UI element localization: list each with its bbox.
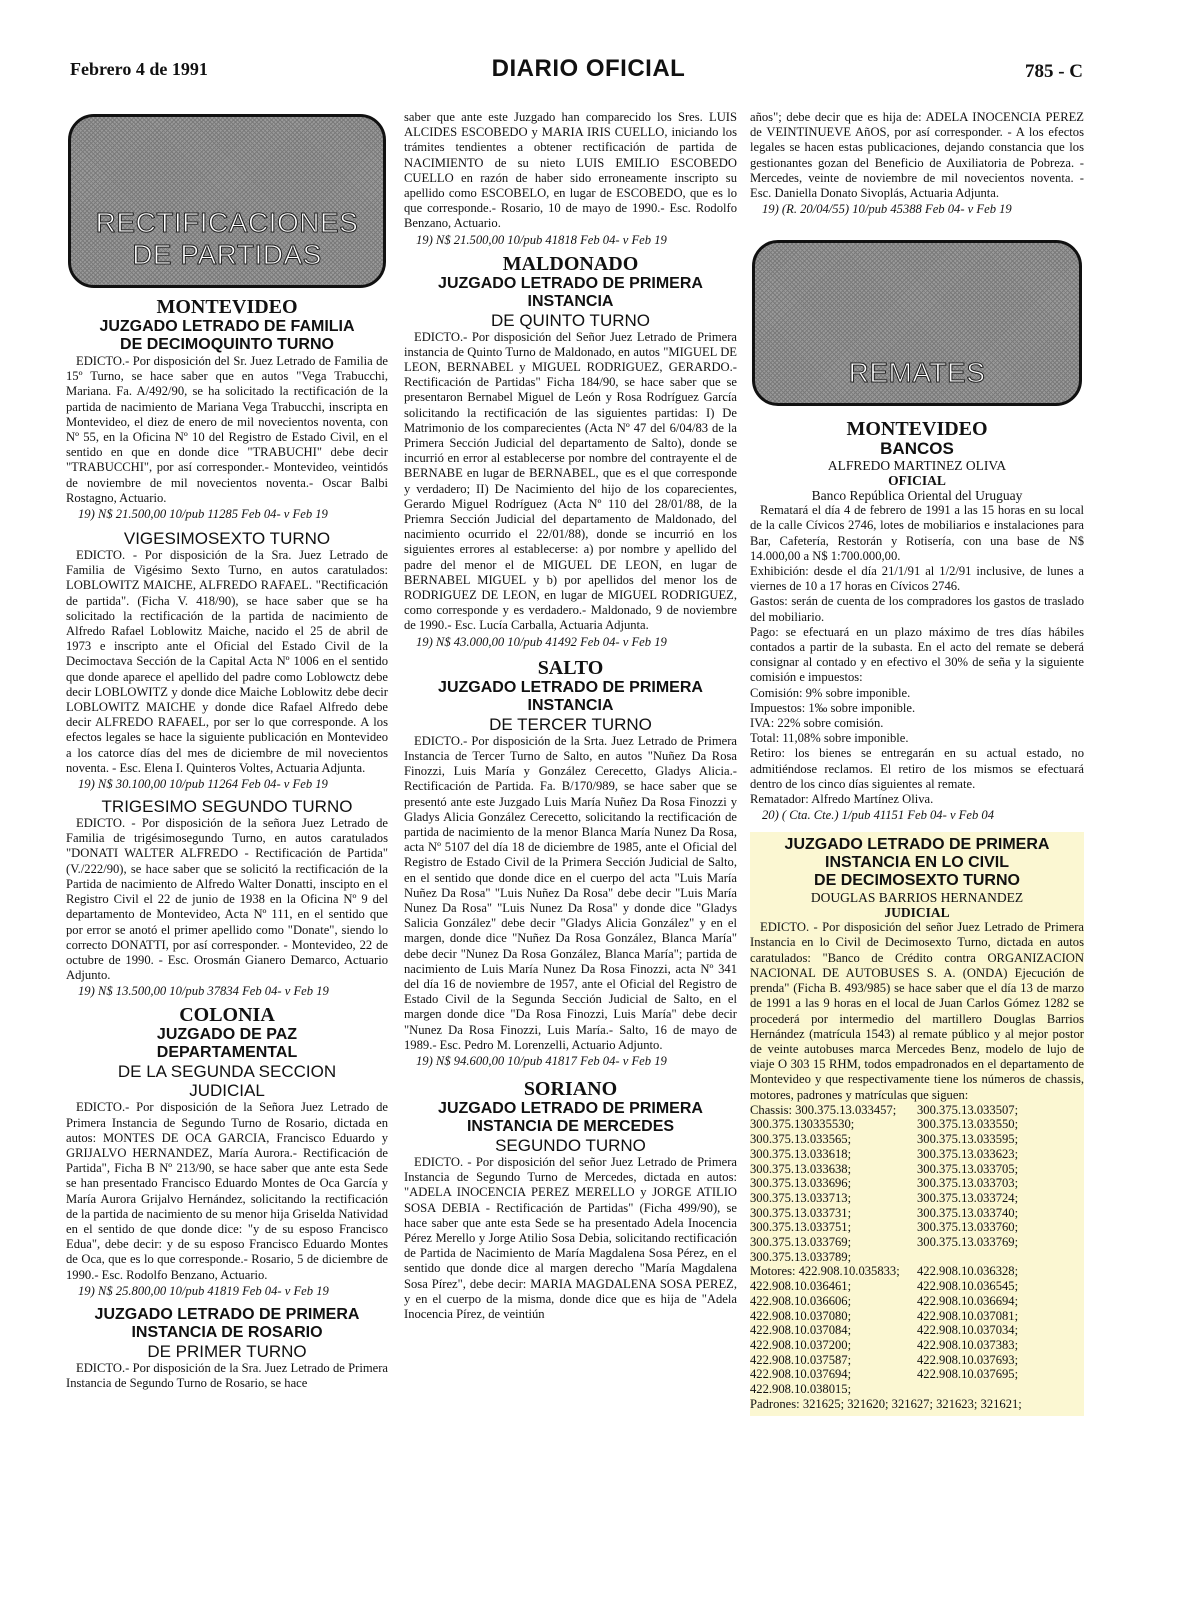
publication-line: 19) N$ 13.500,00 10/pub 37834 Feb 04- v Feb 19 [78,984,329,999]
court-heading: DE LA SEGUNDA SECCION [117,1062,337,1082]
edict-text: años"; debe decir que es hija de: ADELA INOCENCIA PEREZ de VEINTINUEVE AñOS, por así corresponder. - A los efectos legales se hacen estas publicaciones, dejando constancia que los gestionantes gozan del Beneficio de Auxiliatoria de Pobreza. - Mercedes, veinte de noviembre de mil novecientos noventa. - Esc. Daniella Donato Sivoplás, Actuaria Adjunta. [750,110,1084,201]
court-heading: INSTANCIA [527,696,614,714]
edict-text: EDICTO.- Por disposición de la Sra. Juez Letrado de Primera Instancia de Segundo Turno de Rosario, se hace [66,1360,388,1390]
chassis-number: 300.375.130335530; [750,1117,855,1132]
publication-line: 19) N$ 25.800,00 10/pub 41819 Feb 04- v Feb 19 [78,1283,329,1298]
chassis-number: 300.375.13.033705; [917,1161,1019,1176]
court-heading: TRIGESIMO SEGUNDO TURNO [101,797,353,817]
auctioneer-name: ALFREDO MARTINEZ OLIVA [827,458,1007,474]
court-heading: JUZGADO LETRADO DE PRIMERA [94,1305,360,1323]
publication-line: 19) N$ 21.500,00 10/pub 41818 Feb 04- v Feb 19 [416,232,667,247]
chassis-number: 300.375.13.033769; [750,1235,852,1250]
motor-number: 422.908.10.037084; [750,1323,852,1338]
court-heading: JUZGADO LETRADO DE PRIMERA [438,1099,703,1117]
chassis-number: 300.375.13.033623; [917,1146,1019,1161]
court-heading: INSTANCIA DE MERCEDES [466,1117,675,1135]
chassis-number: 300.375.13.033769; [917,1235,1019,1250]
motor-number [917,1382,1084,1397]
court-heading: DE PRIMER TURNO [147,1341,307,1361]
chassis-number: 300.375.13.033713; [750,1190,852,1205]
auction-text: Gastos: serán de cuenta de los compradores los gastos de traslado del mobiliario. [750,594,1084,624]
motor-number: 422.908.10.037587; [750,1352,852,1367]
chassis-number: 300.375.13.033731; [750,1205,852,1220]
motor-list [750,1264,1084,1396]
motor-number: 422.908.10.037693; [917,1352,1019,1367]
chassis-number: 300.375.13.033618; [750,1146,852,1161]
issue-date: Febrero 4 de 1991 [70,59,208,79]
chassis-number: 300.375.13.033751; [750,1220,852,1235]
edict-text: EDICTO.- Por disposición de la Srta. Juez Letrado de Primera Instancia de Tercer Turno de Salto, en autos "Nuñez Da Rosa Finozzi, Luis María y González Cerecetto, Gladys Alicia.- Rectificación de Partida. Fa. B/170/989, se hace saber que se presentó ante este Juzgado Luis María Nuñez Da Rosa Finozzi y Gladys Alicia González Cerecetto, solicitando la rectificación de partida de nacimiento de la menor Blanca María Nunez Da Rosa, acta Nº 5107 del día 18 de diciembre de 1985, ante el Oficial del Registro de Estado Civil de la Primera Sección Judicial de Salto, en el sentido que donde dice en el cuerpo del acta "Luis María Nuñez Da Rosa" "Luis Nuñez Da Rosa" debe decir "Luis María Nunez Da Rosa" "Luis Nunez Da Rosa" y donde dice "Gladys Salicia González" debe decir "Gladys Alicia González" y en el margen, donde dice "Nuñez Da Rosa González, Blanca María" debe decir "Nunez Da Rosa González, Blanca María"; partida de nacimiento de Luis María Nunez Da Rosa Finozzi, acta Nº 341 del día 16 de noviembre de 1957, ante el Oficial del Registro de Estado Civil de la Segunda Sección Judicial de Salto, en el margen donde dice "Da Rosa Finozzi, Luis María" debe decir "Nunez Da Rosa Finozzi, Luis María.- Salto, 16 de mayo de 1989.- Esc. Pedro M. Lorenzelli, Actuario Adjunto. [404,733,737,1052]
motor-number: 422.908.10.036328; [917,1264,1019,1279]
court-heading: DE TERCER TURNO [489,714,652,734]
chassis-number: Chassis: 300.375.13.033457; [750,1102,897,1117]
court-heading: INSTANCIA EN LO CIVIL [825,854,1009,872]
city-heading: SALTO [537,656,604,679]
court-heading: SEGUNDO TURNO [495,1135,646,1155]
motor-number: 422.908.10.037694; [750,1367,852,1382]
motor-number: 422.908.10.036694; [917,1293,1019,1308]
page-header [0,55,1177,95]
chassis-number: 300.375.13.033789; [750,1249,852,1264]
court-heading: VIGESIMOSEXTO TURNO [123,529,331,549]
chassis-number: 300.375.13.033550; [917,1117,1019,1132]
motor-number: 422.908.10.037200; [750,1337,852,1352]
publication-line: 19) N$ 94.600,00 10/pub 41817 Feb 04- v Feb 19 [416,1053,667,1068]
court-heading: INSTANCIA DE ROSARIO [131,1323,323,1341]
court-heading: DE DECIMOQUINTO TURNO [120,336,334,353]
page-number: 785 - C [1024,61,1083,82]
highlighted-notice [750,832,1084,1416]
newspaper-title: DIARIO OFICIAL [491,55,686,82]
column-2 [404,110,737,1595]
auction-text: Retiro: los bienes se entregarán en su actual estado, no admitiéndose reclamos. El retiro de los mismos se efectuará dentro de los cinco días siguientes al remate. [750,746,1084,791]
auction-text: Rematará el día 4 de febrero de 1991 a las 15 horas en su local de la calle Cívicos 2746, lotes de mobiliarios e instalaciones para Bar, Cafetería, Restorán y Rotisería, con una base de N$ 14.000,00 a N$ 1:700.000,00. [750,503,1084,563]
auctioneer-name: DOUGLAS BARRIOS HERNANDEZ [810,890,1024,906]
chassis-number: 300.375.13.033595; [917,1132,1019,1147]
motor-number: 422.908.10.037034; [917,1323,1019,1338]
edict-text: saber que ante este Juzgado han comparecido los Sres. LUIS ALCIDES ESCOBEDO y MARIA IRIS CUELLO, iniciando los trámites tendientes a obtener rectificación de partida de NACIMIENTO de su nieto LUIS EMILIO ESCOBEDO CUELLO en razón de haber sido erroneamente inscripto su apellido como ESCOBELO, en lugar de ESCOBEDO, que es lo que corresponde.- Rosario, 10 de mayo de 1990.- Esc. Rodolfo Benzano, Actuario. [404,110,737,231]
edict-text: EDICTO. - Por disposición del señor Juez Letrado de Primera Instancia de Segundo Turno de Mercedes, dictada en autos: "ADELA INOCENCIA PEREZ MERELLO y JORGE ATILIO SOSA DEBIA - Rectificación de Partidas" (Ficha 499/90), se hace saber que ante esta Sede se ha presentado Adela Inocencia Pérez Merello y Jorge Atilio Sosa Debia, solicitando rectificación de Partida de Nacimiento de María Magdalena Sosa Pérez, en el sentido que donde dice al margen derecho "María Magdalena Sosa Pírez", debe decir: MARIA MAGDALENA SOSA PEREZ, y en el cuerpo de la misma, donde dice que es hija de "Adela Inocencia Pírez, de veintiún [404,1154,737,1321]
category-heading: BANCOS [880,439,954,459]
chassis-number: 300.375.13.033696; [750,1176,852,1191]
auction-text: Exhibición: desde el día 21/1/91 al 1/2/91 inclusive, de lunes a viernes de 10 a 17 horas en Cívicos 2746. [750,564,1084,594]
edict-text: EDICTO. - Por disposición de la Sra. Juez Letrado de Familia de Vigésimo Sexto Turno, en autos caratulados: LOBLOWITZ MAICHE, ALFREDO RAFAEL. "Rectificación de partida". (Ficha V. 418/90), se hace saber que se ha solicitado la rectificación de la partida de nacimiento de Alfredo Rafael Loblowitz Maiche, nacido el 25 de abril de 1973 e inscripto ante el Oficial del Estado Civil de la Decimoctava Sección de la Capital Acta Nº 1006 en el sentido que donde aparece el apellido del padre como Loblowctz debe decir LOBLOWITZ y donde dice Maiche Loblowitz debe decir LOBLOWITZ MAICHE y donde dice Rafael Alfredo debe decir ALFREDO RAFAEL, por ser lo que corresponde. A los efectos legales se hace la siguiente publicación en Montevideo a los catorce días del mes de diciembre de mil novecientos noventa. - Esc. Elena I. Quinteros Voltes, Actuaria Adjunta. [66,548,388,775]
motor-number: 422.908.10.036461; [750,1279,852,1294]
court-heading: DE QUINTO TURNO [491,310,650,330]
court-heading: JUZGADO DE PAZ [156,1026,298,1044]
motor-number: 422.908.10.037080; [750,1308,852,1323]
motor-number: 422.908.10.037383; [917,1337,1019,1352]
city-heading: MONTEVIDEO [846,418,988,441]
auction-text: Rematador: Alfredo Martínez Oliva. [750,792,934,807]
publication-line: 20) ( Cta. Cte.) 1/pub 41151 Feb 04- v Feb 04 [762,808,995,823]
court-heading: JUZGADO LETRADO DE PRIMERA [438,678,703,696]
auction-text: Total: 11,08% sobre imponible. [750,731,909,746]
chassis-list [750,1103,1084,1265]
motor-number: 422.908.10.037695; [917,1367,1019,1382]
court-heading: INSTANCIA [527,292,614,310]
edict-text: EDICTO. - Por disposición del señor Juez Letrado de Primera Instancia en lo Civil de Decimosexto Turno, dictada en autos caratulados: "Banco de Crédito contra ORGANIZACION NACIONAL DE AUTOBUSES S. A. (ONDA) Ejecución de prenda" (Ficha B. 493/985) se hace saber que el día 13 de marzo de 1991 a las 9 horas en el local de Juan Carlos Gómez 1282 se procederá por intermedio del martillero Douglas Barrios Hernández (matrícula 1543) al remate público y al mejor postor de veinte autobuses marca Mercedes Benz, modelo de lujo de viaje O 303 15 RHM, todos empadronados en el departamento de Montevideo y que respectivamente tiene los números de chassis, motores, padrones y matrículas que siguen: [750,920,1084,1102]
city-heading: MONTEVIDEO [156,296,298,318]
chassis-number: 300.375.13.033507; [917,1102,1019,1117]
chassis-number: 300.375.13.033760; [917,1220,1019,1235]
edict-text: EDICTO.- Por disposición del Sr. Juez Letrado de Familia de 15º Turno, se hace saber que en autos "Vega Trabucchi, Mariana. Fa. A/492/90, se ha solicitado la rectificación de la partida de nacimiento de Mariana Vega Trabucchi, inscripta en Montevideo, el diez de enero de mil novecientos noventa, con Nº 55, en la Oficina Nº 10 del Registro de Estado Civil, en el sentido en que en donde dice "TRABUCHI" debe decir "TRABUCCHI", por así corresponder.- Montevideo, veintidós de noviembre de mil novecientos noventa.- Oscar Balbi Rostagno, Actuario. [66,354,388,505]
auction-text: Comisión: 9% sobre imponible. [750,685,911,700]
motor-number: 422.908.10.038015; [750,1382,852,1397]
chassis-number: 300.375.13.033724; [917,1190,1019,1205]
court-heading: DE DECIMOSEXTO TURNO [814,872,1020,890]
court-heading: JUZGADO LETRADO DE FAMILIA [99,318,355,335]
chassis-number: 300.375.13.033638; [750,1161,852,1176]
auction-text: Impuestos: 1‰ sobre imponible. [750,700,916,715]
court-heading: DEPARTAMENTAL [156,1044,298,1062]
bank-name: Banco República Oriental del Uruguay [811,488,1023,504]
padrones-list: Padrones: 321625; 321620; 321627; 321623; 321621; [750,1396,1022,1411]
publication-line: 19) (R. 20/04/55) 10/pub 45388 Feb 04- v Feb 19 [762,202,1012,217]
column-3 [750,110,1084,1590]
auction-text: Pago: se efectuará en un plazo máximo de tres días hábiles contados a partir de la subasta. En el acto del remate se deberá consignar al contado y en efectivo el 30% de seña y la siguiente comisión e impuestos: [750,624,1084,685]
section-banner-rectificaciones: RECTIFICACIONES DE PARTIDAS [68,114,386,288]
chassis-number: 300.375.13.033565; [750,1132,852,1147]
publication-line: 19) N$ 43.000,00 10/pub 41492 Feb 04- v Feb 19 [416,634,667,649]
edict-text: EDICTO. - Por disposición de la señora Juez Letrado de Familia de trigésimosegundo Turno, en autos caratulados "DONATI WALTER ALFREDO - Rectificación de Partida" (V./222/90), se hace saber que se solicitó la rectificación de la Partida de nacimiento de Alfredo Walter Donatti, inscipto en el Registro Civil el 22 de junio de 1938 en la Oficina Nº 9 del departamento de Montevideo, Acta Nº 111, en el sentido que por error se anotó el primer apellido como "Donate", siendo lo correcto DONATTI, por así corresponder. - Montevideo, 22 de octubre de 1990. - Esc. Orosmán Gianero Demarco, Actuario Adjunto. [66,816,388,983]
court-heading: JUZGADO LETRADO DE PRIMERA [784,836,1050,854]
publication-line: 19) N$ 21.500,00 10/pub 11285 Feb 04- v Feb 19 [78,507,328,522]
section-banner-remates: REMATES [752,240,1082,406]
city-heading: MALDONADO [502,252,639,275]
court-heading: JUZGADO LETRADO DE PRIMERA [438,274,703,292]
chassis-number: 300.375.13.033740; [917,1205,1019,1220]
city-heading: COLONIA [179,1004,275,1027]
city-heading: SORIANO [523,1077,618,1100]
motor-number: 422.908.10.036606; [750,1293,852,1308]
column-1 [66,110,388,1595]
motor-number: 422.908.10.037081; [917,1308,1019,1323]
motor-number: Motores: 422.908.10.035833; [750,1264,900,1279]
motor-number: 422.908.10.036545; [917,1279,1019,1294]
court-heading: JUDICIAL [189,1081,265,1101]
edict-text: EDICTO.- Por disposición de la Señora Juez Letrado de Primera Instancia de Segundo Turno de Rosario, dictada en autos: MONTES DE OCA GARCIA, Francisco Eduardo y GRIJALVO HERNANDEZ, María Aurora.- Rectificación de Partida", Ficha B Nº 213/90, se hace saber que ante esta Sede se han presentado Francisco Eduardo Montes de Oca García y María Aurora Grijalvo Hernández, solicitando la rectificación de la partida de nacimiento de su menor hija Griselda Natividad en el sentido de que donde dice: "y de su esposo Francisco Edua", debe decir: y de su esposo Francisco Eduardo Montes de Oca, que es lo que corresponde.- Rosario, 5 de diciembre de 1990.- Esc. Rodolfo Benzano, Actuario. [66,1100,388,1282]
chassis-number [917,1250,1084,1265]
judicial-label: JUDICIAL [884,905,950,921]
edict-text: EDICTO.- Por disposición del Señor Juez Letrado de Primera instancia de Quinto Turno de Maldonado, en autos "MIGUEL DE LEON, BERNABEL y MIGUEL RODRIGUEZ, GERARDO.- Rectificación de Partidas" Ficha 184/90, se hace saber que se presentaron Bernabel Miguel de León y Rosa Rodríguez García solicitando la rectificación de las siguientes partidas: I) De Matrimonio de los comparecientes (Acta Nº 47 del 6/04/83 de la Primera Sección Judicial del departamento de Salto), donde se incurrió en error al establecerse por nombre del contrayente el de BERNABE en lugar de BERNABEL, que es el que corresponde y verdadero; II) De Nacimiento del hijo de los coparecientes, Gerardo Miguel Rodríguez (Acta Nº 110 del 28/01/88, de la Priemra Sección Judicial del departamento de Maldonado, del nacimiento ocurrido el 22/01/88), donde se incurrió en los siguientes errores al establecerse: a) por nombre y apellido del padre del menor el de MIGUEL DE LEON, en lugar de BERNABEL MIGUEL y b) por apellidos del menor los de RODRIGUEZ DE LEON, en lugar de MIGUEL RODRIGUEZ, como corresponde y es verdadero.- Maldonado, 9 de noviembre de 1990.- Esc. Lucía Carballa, Actuaria Adjunta. [404,329,737,633]
auction-text: IVA: 22% sobre comisión. [750,716,884,731]
chassis-number: 300.375.13.033703; [917,1176,1019,1191]
oficial-label: OFICIAL [888,473,946,489]
publication-line: 19) N$ 30.100,00 10/pub 11264 Feb 04- v Feb 19 [78,777,328,792]
